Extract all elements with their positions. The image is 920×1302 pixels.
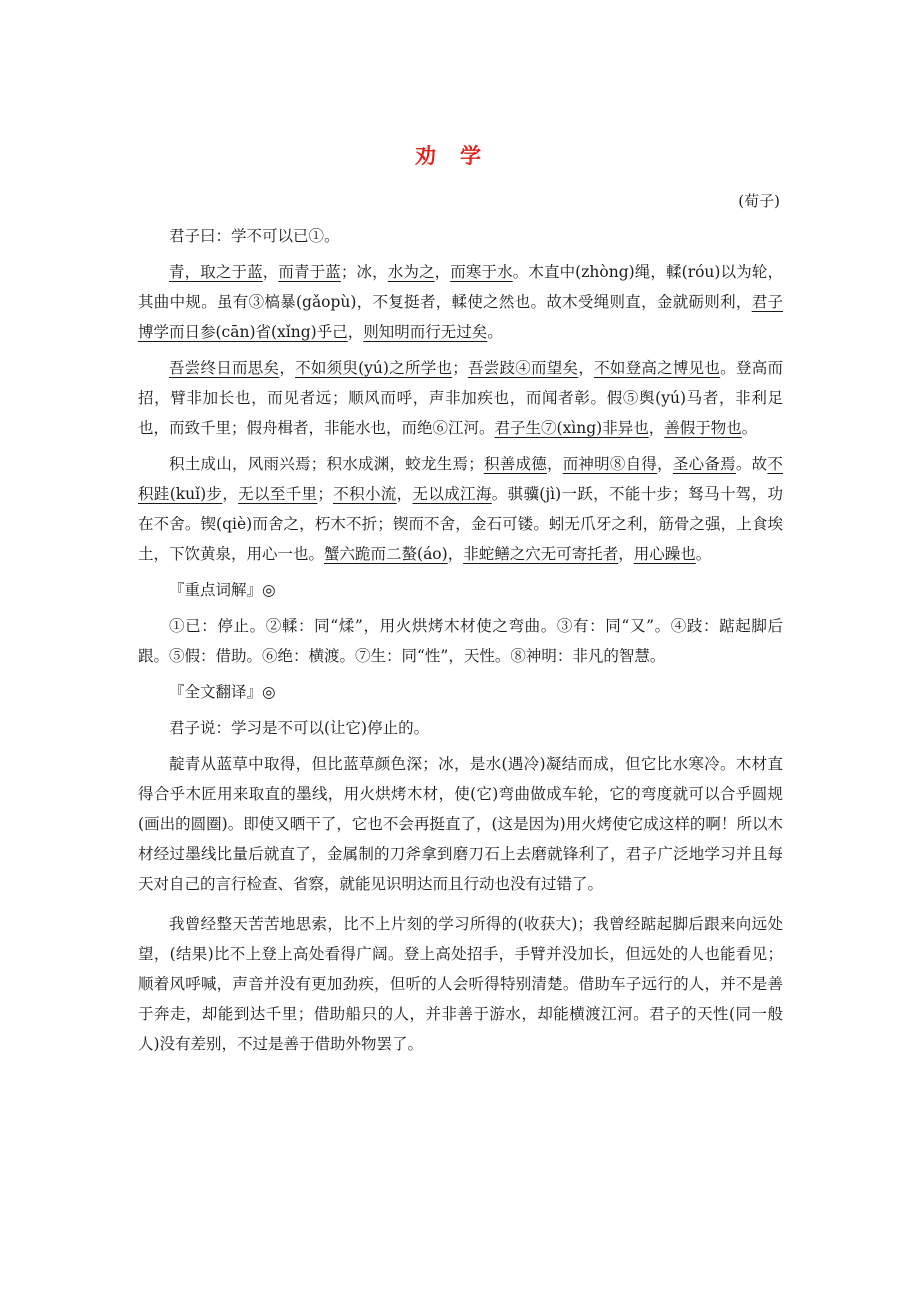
- text-span: ，: [262, 263, 279, 281]
- key-words-heading: 『重点词解』◎: [169, 581, 276, 599]
- text-span: ，: [347, 323, 364, 341]
- underlined-phrase: 不积小流: [332, 485, 397, 503]
- underlined-phrase: 用心躁也: [633, 545, 696, 563]
- translation-heading: 『全文翻译』◎: [169, 683, 276, 701]
- text-span: 。: [487, 323, 503, 341]
- text-span: ，: [546, 455, 563, 473]
- text-span: ，: [279, 359, 296, 377]
- paragraph-4: [138, 449, 783, 569]
- text-span: ；: [452, 359, 468, 377]
- translation-paragraph-1: 君子说：学习是不可以(让它)停止的。: [169, 719, 430, 737]
- article-body: [138, 221, 783, 1059]
- underlined-phrase: 不积跬(kuǐ)步: [138, 455, 783, 503]
- underlined-phrase: 不如登高之博见也: [594, 359, 721, 377]
- underlined-phrase: 而神明⑧自得: [562, 455, 658, 473]
- paragraph-3: [138, 353, 783, 443]
- text-span: 。: [741, 419, 758, 437]
- text-span: ，: [618, 545, 634, 563]
- text-span: ，: [648, 419, 665, 437]
- text-span: 。骐骥(jì)一跃，不能十步；驽马十驾，功在不舍。锲(qiè)而舍之，朽木不折；锲而不舍，金石可镂。蚓无爪牙之利，筋骨之强，上食埃土，下饮黄泉，用心一也。: [138, 485, 783, 563]
- underlined-phrase: 善假于物也: [664, 419, 742, 437]
- underlined-phrase: 非蛇鳝之穴无可寄托者: [463, 545, 619, 563]
- text-span: 积土成山，风雨兴焉；积水成渊，蛟龙生焉；: [169, 455, 484, 473]
- key-words-text: ①已：停止。②輮：同“煣”，用火烘烤木材使之弯曲。③有：同“又”。④跂：踮起脚后跟。⑤假：借助。⑥绝：横渡。⑦生：同“性”，天性。⑧神明：非凡的智慧。: [138, 617, 783, 665]
- text-span: 。登高而招，臂非加长也，而见者远；顺风而呼，声非加疾也，而闻者彰。假⑤舆(yú)马者，非利足也，而致千里；假舟楫者，非能水也，而绝⑥江河。: [138, 359, 783, 437]
- text-span: ；: [317, 485, 333, 503]
- text-span: 。木直中(zhòng)绳，輮(róu)以为轮，其曲中规。虽有③槁暴(gǎopù)，不复挺者，輮使之然也。故木受绳则直，金就砺则利，: [138, 263, 783, 311]
- translation-paragraph-3: 我曾经整天苦苦地思索，比不上片刻的学习所得的(收获大)；我曾经踮起脚后跟来向远处望，(结果)比不上登上高处看得广阔。登上高处招手，手臂并没加长，但远处的人也能看见；顺着风呼喊，声音并没有更加劲疾，但听的人会听得特别清楚。借助车子远行的人，并不是善于奔走，却能到达千里；借助船只的人，并非善于游水，却能横渡江河。君子的天性(同一般人)没有差别，不过是善于借助外物罢了。: [138, 915, 783, 1053]
- author-label: (荀子): [738, 192, 780, 210]
- text-span: 。故: [735, 455, 768, 473]
- underlined-phrase: 吾尝跂④而望矣: [467, 359, 579, 377]
- page-title: 劝学: [415, 143, 505, 168]
- translation-paragraph-2: 靛青从蓝草中取得，但比蓝草颜色深；冰，是水(遇冷)凝结而成，但它比水寒冷。木材直得合乎木匠用来取直的墨线，用火烘烤木材，使(它)弯曲做成车轮，它的弯度就可以合乎圆规(画出的圆圈)。即使又晒干了，它也不会再挺直了，(这是因为)用火烤使它成这样的啊！所以木材经过墨线比量后就直了，金属制的刀斧拿到磨刀石上去磨就锋利了，君子广泛地学习并且每天对自己的言行检查、省察，就能见识明达而且行动也没有过错了。: [138, 755, 783, 893]
- paragraph-1: 君子曰：学不可以已①。: [169, 227, 340, 245]
- underlined-phrase: 君子博学而日参(cān)省(xǐng)乎己: [138, 293, 783, 341]
- text-span: ，: [222, 485, 239, 503]
- underlined-phrase: 蟹六跪而二螯(áo): [324, 545, 448, 563]
- underlined-phrase: 而青于蓝: [278, 263, 341, 281]
- text-span: ，: [657, 455, 673, 473]
- underlined-phrase: 水为之: [387, 263, 435, 281]
- text-span: ，: [447, 545, 464, 563]
- underlined-phrase: 吾尝终日而思矣: [169, 359, 280, 377]
- text-span: 。: [695, 545, 712, 563]
- underlined-phrase: 无以至千里: [238, 485, 318, 503]
- underlined-phrase: 而寒于水: [450, 263, 513, 281]
- underlined-phrase: 青，取之于蓝: [169, 263, 263, 281]
- text-span: ，: [578, 359, 595, 377]
- text-span: ；冰，: [340, 263, 388, 281]
- underlined-phrase: 积善成德: [483, 455, 547, 473]
- text-span: ，: [434, 263, 451, 281]
- underlined-phrase: 圣心备焉: [672, 455, 736, 473]
- text-span: ，: [396, 485, 413, 503]
- paragraph-2: [138, 257, 783, 347]
- underlined-phrase: 则知明而行无过矣: [363, 323, 488, 341]
- underlined-phrase: 无以成江海: [412, 485, 492, 503]
- underlined-phrase: 君子生⑦(xìng)非异也: [494, 419, 649, 437]
- underlined-phrase: 不如须臾(yú)之所学也: [295, 359, 453, 377]
